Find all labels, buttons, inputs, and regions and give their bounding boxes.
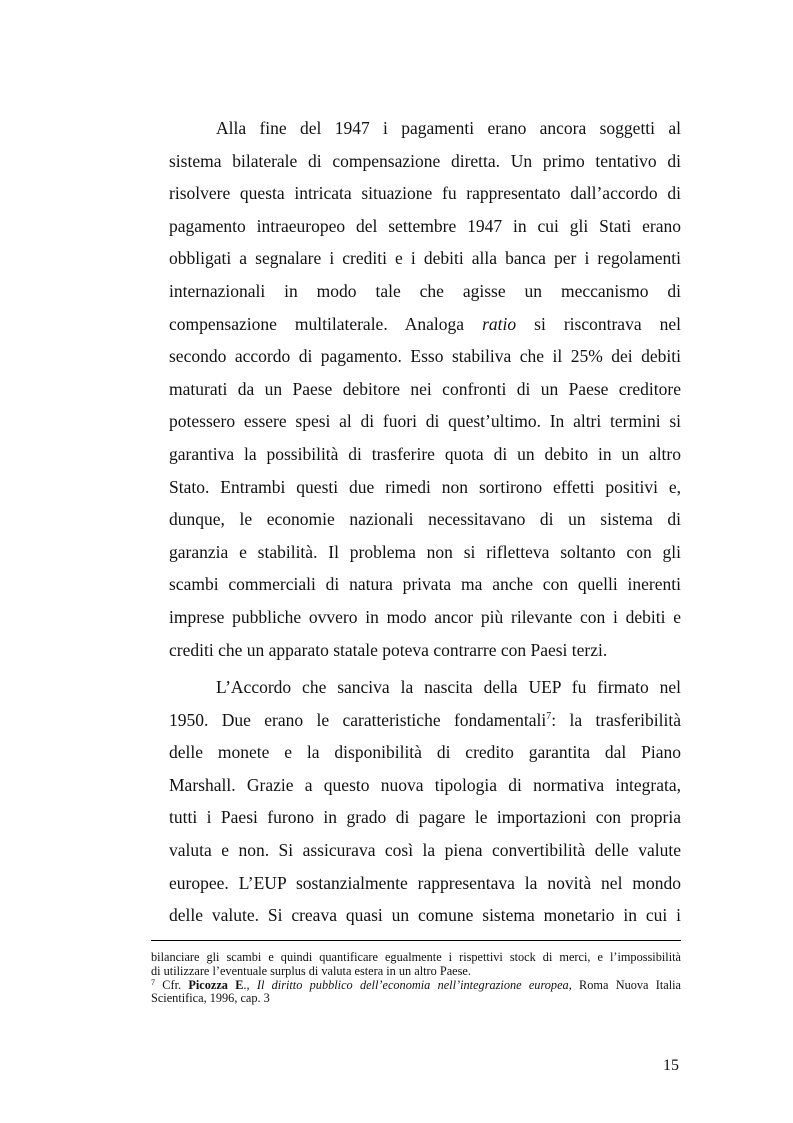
text-line: europee. L’EUP sostanzialmente rappresentava la novità nel mondo (169, 872, 681, 893)
page-number: 15 (663, 1057, 679, 1074)
footnote-title: Il diritto pubblico dell’economia nell’integrazione europea (256, 977, 569, 992)
footnote-line: di utilizzare l’eventuale surplus di valuta estera in un altro Paese. (151, 963, 471, 978)
text-line: Stato. Entrambi questi due rimedi non sortirono effetti positivi e, (169, 476, 681, 497)
text-span: : la trasferibilità (551, 709, 681, 730)
text-line: Marshall. Grazie a questo nuova tipologia di normativa integrata, (169, 774, 681, 795)
text-span: ., (243, 977, 257, 992)
text-line: internazionali in modo tale che agisse un meccanismo di (169, 280, 681, 301)
paragraph-2 (169, 671, 681, 932)
text-line: pagamento intraeuropeo del settembre 1947 in cui gli Stati erano (169, 215, 681, 236)
text-span: compensazione multilaterale. Analoga (169, 313, 483, 334)
text-line: L’Accordo che sanciva la nascita della UEP fu firmato nel (216, 677, 681, 698)
footnote-number: 7 (151, 977, 155, 987)
text-line: Alla fine del 1947 i pagamenti erano ancora soggetti al (216, 118, 681, 138)
text-line (169, 308, 681, 341)
text-span: si riscontrava nel (516, 313, 681, 334)
text-line: scambi commerciali di natura privata ma anche con quelli inerenti (169, 574, 681, 595)
text-line: imprese pubbliche ovvero in modo ancor più rilevante con i debiti e (169, 606, 681, 627)
footnote-7 (151, 979, 681, 993)
text-line: crediti che un apparato statale poteva contrarre con Paesi terzi. (169, 639, 608, 660)
footnotes (151, 940, 681, 1006)
text-line: valuta e non. Si assicurava così la piena convertibilità delle valute (169, 840, 681, 861)
text-line: garantiva la possibilità di trasferire quota di un debito in un altro (169, 443, 681, 464)
text-line: maturati da un Paese debitore nei confronti di un Paese creditore (169, 378, 681, 399)
footnote-ref-7[interactable]: 7 (546, 710, 552, 722)
paragraph-1 (169, 112, 681, 666)
text-line: dunque, le economie nazionali necessitavano di un sistema di (169, 509, 681, 530)
footnote-author: Picozza E (188, 977, 244, 992)
footnote-line: Scientifica, 1996, cap. 3 (151, 991, 270, 1006)
text-line: sistema bilaterale di compensazione diretta. Un primo tentativo di (169, 150, 681, 171)
text-line: risolvere questa intricata situazione fu rappresentato dall’accordo di (169, 183, 681, 204)
text-line: garanzia e stabilità. Il problema non si rifletteva soltanto con gli (169, 541, 681, 562)
text-line: potessero essere spesi al di fuori di quest’ultimo. In altri termini si (169, 411, 681, 432)
text-span: , Roma Nuova Italia (568, 977, 682, 992)
text-line: tutti i Paesi furono in grado di pagare le importazioni con propria (169, 807, 681, 828)
text-line: obbligati a segnalare i crediti e i debiti alla banca per i regolamenti (169, 248, 681, 269)
text-line: secondo accordo di pagamento. Esso stabiliva che il 25% dei debiti (169, 346, 681, 367)
text-line (169, 704, 681, 737)
text-span: Cfr. (155, 977, 189, 992)
footnote-divider (151, 940, 681, 941)
text-span: 1950. Due erano le caratteristiche fondamentali (169, 709, 547, 730)
text-line: delle monete e la disponibilità di credito garantita dal Piano (169, 742, 681, 763)
italic-term: ratio (482, 313, 517, 334)
text-line: delle valute. Si creava quasi un comune sistema monetario in cui i (169, 905, 681, 926)
body-text (169, 112, 681, 932)
footnote-line: bilanciare gli scambi e quindi quantificare egualmente i rispettivi stock di merci, e l’impossibilità (151, 950, 681, 964)
